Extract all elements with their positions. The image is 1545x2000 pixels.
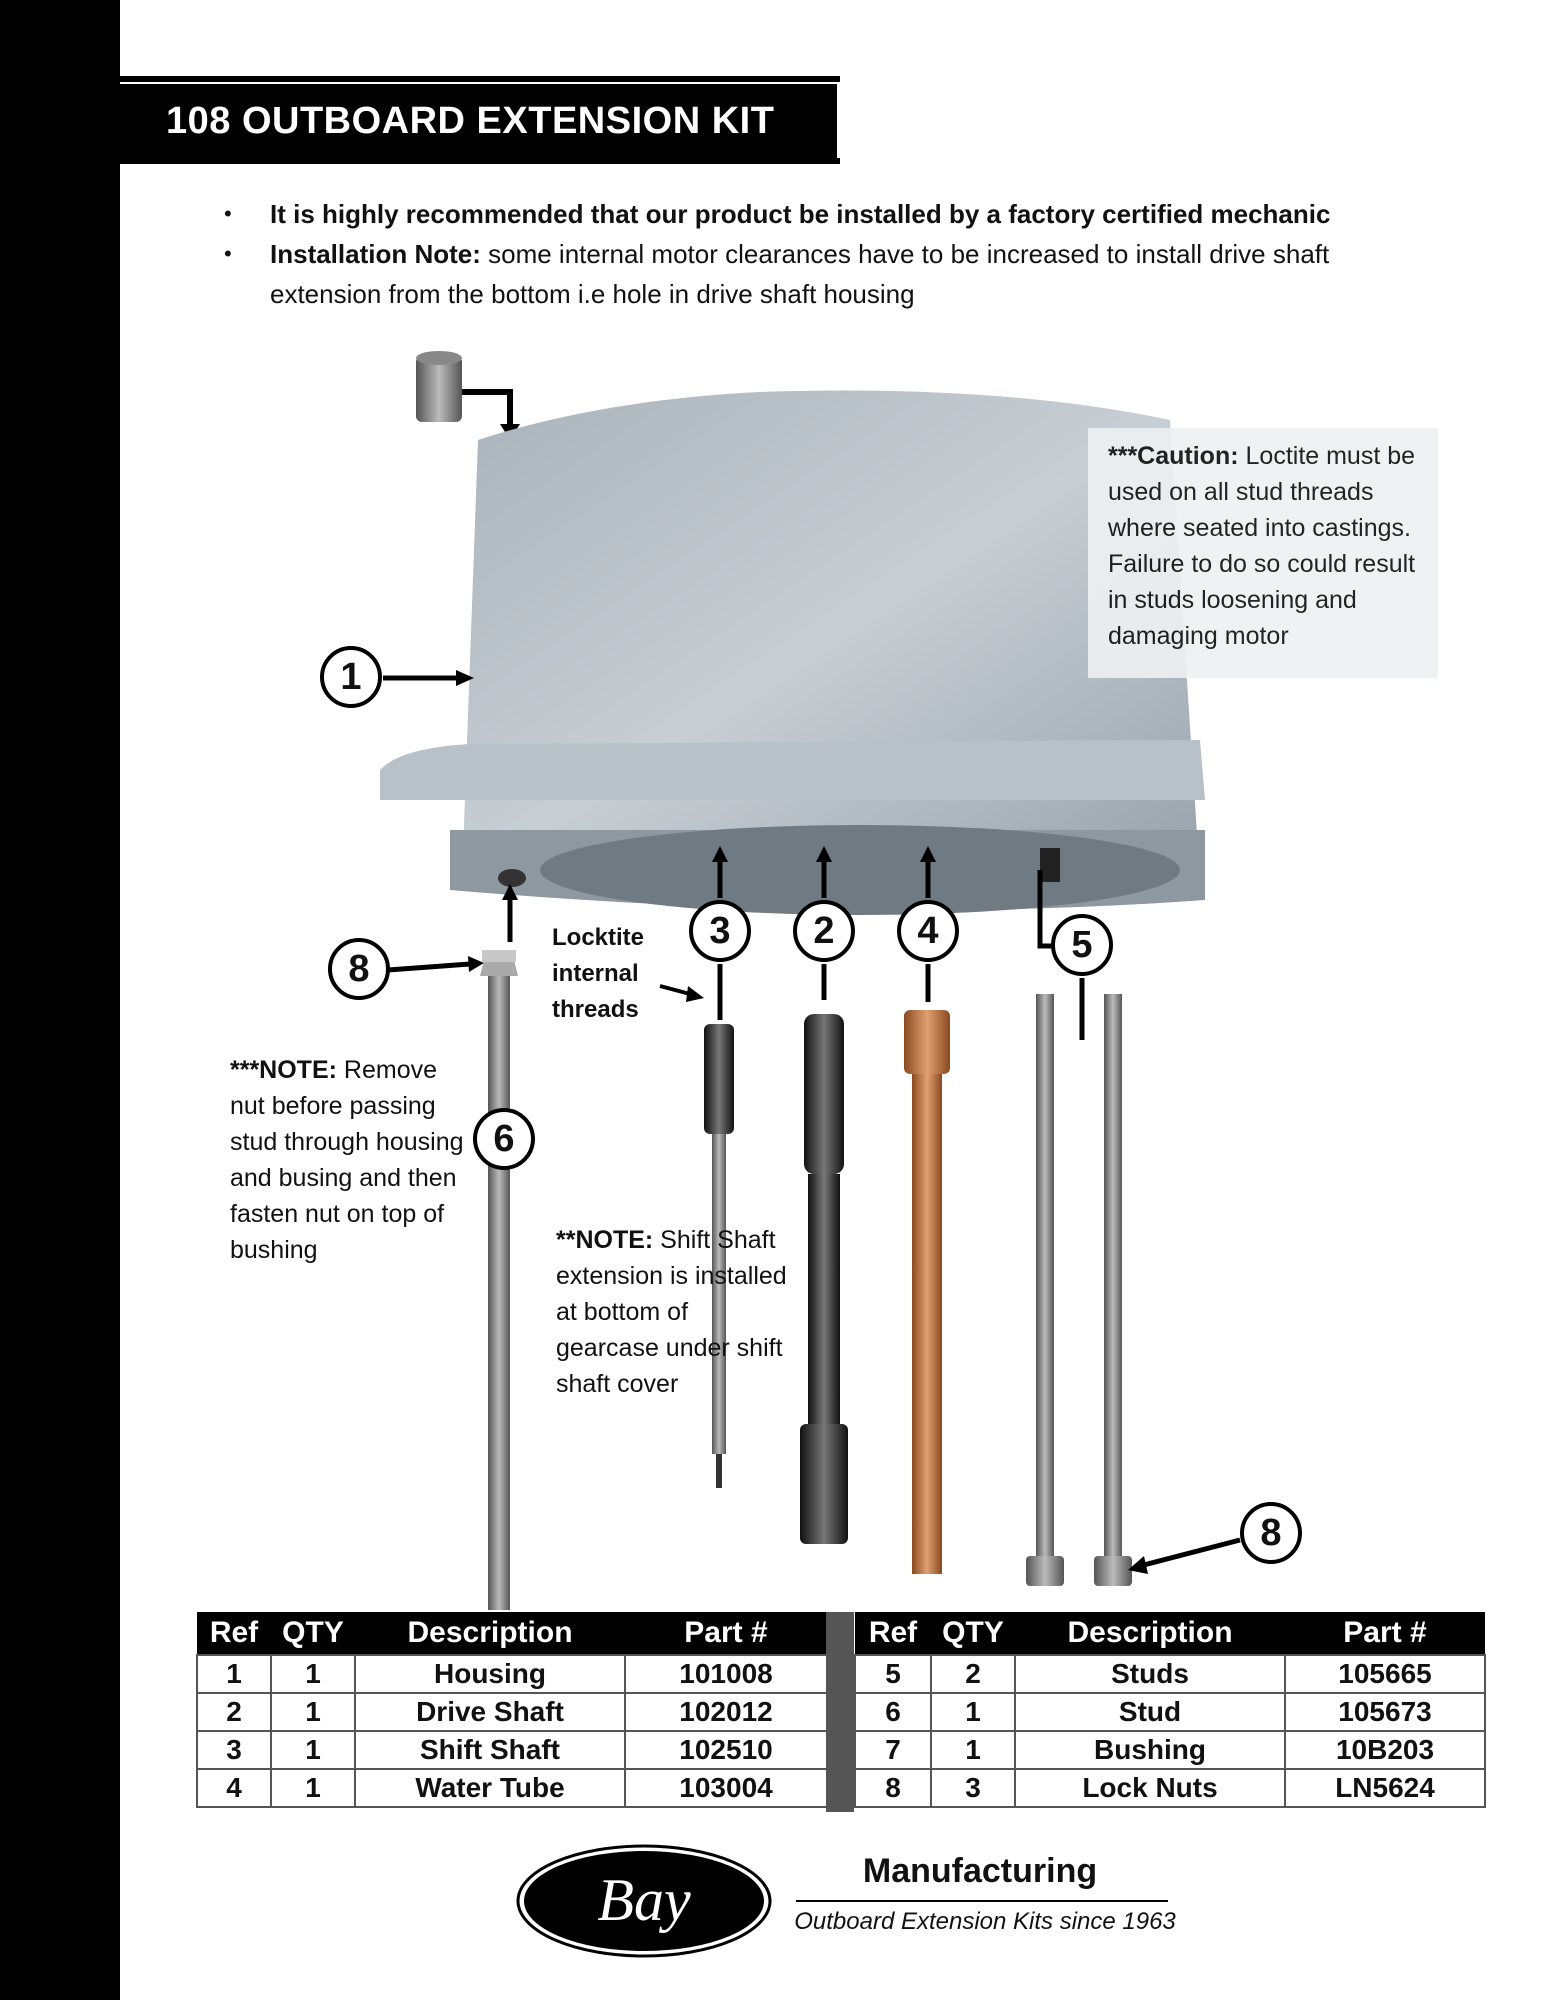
column-header: Ref bbox=[855, 1612, 931, 1655]
shift-shaft-note bbox=[556, 1222, 796, 1402]
bullet-icon: • bbox=[224, 241, 232, 266]
table-cell: Housing bbox=[355, 1655, 625, 1693]
table-cell: 1 bbox=[197, 1655, 271, 1693]
table-cell: 105673 bbox=[1285, 1693, 1485, 1731]
table-separator bbox=[826, 1612, 854, 1812]
drive-shaft-part bbox=[800, 1014, 848, 1544]
table-header-row bbox=[197, 1612, 827, 1655]
page-title: 108 OUTBOARD EXTENSION KIT bbox=[92, 84, 837, 158]
arrow-line bbox=[660, 986, 690, 994]
table-row bbox=[197, 1731, 827, 1769]
table-cell: 102012 bbox=[625, 1693, 827, 1731]
table-cell: 2 bbox=[931, 1655, 1015, 1693]
company-tagline: Outboard Extension Kits since 1963 bbox=[794, 1908, 1176, 1935]
callout-2: 2 bbox=[793, 900, 855, 962]
table-cell: 10B203 bbox=[1285, 1731, 1485, 1769]
callout-3: 3 bbox=[689, 900, 751, 962]
table-row bbox=[855, 1655, 1485, 1693]
table-cell: 103004 bbox=[625, 1769, 827, 1807]
table-cell: 4 bbox=[197, 1769, 271, 1807]
arrow-head bbox=[686, 986, 704, 1002]
table-cell: 7 bbox=[855, 1731, 931, 1769]
remove-nut-note bbox=[230, 1052, 470, 1268]
table-cell: Shift Shaft bbox=[355, 1731, 625, 1769]
bullet-bold: It is highly recommended that our product be installed by a factory certified mechanic bbox=[270, 199, 1331, 229]
table-cell: 101008 bbox=[625, 1655, 827, 1693]
table-row bbox=[855, 1693, 1485, 1731]
column-header: Part # bbox=[1285, 1612, 1485, 1655]
table-cell: Stud bbox=[1015, 1693, 1285, 1731]
callout-8: 8 bbox=[1240, 1502, 1302, 1564]
locktite-note: Locktite internal threads bbox=[552, 924, 645, 1023]
note-label: **NOTE: bbox=[556, 1226, 654, 1254]
water-tube-part bbox=[904, 1010, 950, 1574]
table-cell: 5 bbox=[855, 1655, 931, 1693]
table-row bbox=[197, 1693, 827, 1731]
table-cell: 1 bbox=[931, 1693, 1015, 1731]
callout-5: 5 bbox=[1051, 914, 1113, 976]
table-cell: Bushing bbox=[1015, 1731, 1285, 1769]
table-header-row bbox=[855, 1612, 1485, 1655]
callout-6: 6 bbox=[473, 1108, 535, 1170]
parts-table-right bbox=[854, 1612, 1486, 1808]
arrow-line bbox=[388, 964, 470, 970]
table-cell: 102510 bbox=[625, 1731, 827, 1769]
parts-table-left bbox=[196, 1612, 828, 1808]
studs-part bbox=[1026, 994, 1132, 1586]
bullet-text: some internal motor clearances have to be increased to install drive shaft extension from the bottom i.e hole in drive shaft housing bbox=[270, 239, 1330, 309]
table-cell: 1 bbox=[931, 1731, 1015, 1769]
bay-logo bbox=[514, 1842, 774, 1960]
table-cell: Studs bbox=[1015, 1655, 1285, 1693]
table-cell: 105665 bbox=[1285, 1655, 1485, 1693]
bullet-icon: • bbox=[224, 201, 232, 226]
column-header: Description bbox=[1015, 1612, 1285, 1655]
table-row bbox=[855, 1769, 1485, 1807]
logo-text: Bay bbox=[597, 1867, 691, 1933]
bullet-bold: Installation Note: bbox=[270, 239, 481, 269]
note-label: ***NOTE: bbox=[230, 1056, 337, 1084]
column-header: QTY bbox=[931, 1612, 1015, 1655]
callout-1: 1 bbox=[320, 646, 382, 708]
stud-part bbox=[480, 950, 518, 1610]
column-header: QTY bbox=[271, 1612, 355, 1655]
bushing-part bbox=[416, 351, 462, 422]
column-header: Ref bbox=[197, 1612, 271, 1655]
divider bbox=[796, 1900, 1168, 1902]
table-cell: 1 bbox=[271, 1731, 355, 1769]
table-cell: 1 bbox=[271, 1655, 355, 1693]
table-cell: 3 bbox=[197, 1731, 271, 1769]
table-cell: 8 bbox=[855, 1769, 931, 1807]
housing-part bbox=[380, 391, 1205, 915]
table-cell: 6 bbox=[855, 1693, 931, 1731]
table-cell: 1 bbox=[271, 1693, 355, 1731]
arrow-line bbox=[462, 392, 510, 428]
caution-note bbox=[1088, 428, 1438, 678]
arrow-line bbox=[1140, 1540, 1240, 1566]
column-header: Part # bbox=[625, 1612, 827, 1655]
table-row bbox=[197, 1655, 827, 1693]
note-text: Shift Shaft extension is installed at bottom of gearcase under shift shaft cover bbox=[556, 1226, 787, 1398]
note-text: Remove nut before passing stud through housing and busing and then fasten nut on top of bushing bbox=[230, 1056, 464, 1264]
table-cell: 3 bbox=[931, 1769, 1015, 1807]
table-cell: LN5624 bbox=[1285, 1769, 1485, 1807]
table-cell: 1 bbox=[271, 1769, 355, 1807]
company-name: Manufacturing bbox=[862, 1852, 1098, 1890]
callout-4: 4 bbox=[897, 900, 959, 962]
callout-8: 8 bbox=[328, 938, 390, 1000]
table-cell: Water Tube bbox=[355, 1769, 625, 1807]
caution-text: Loctite must be used on all stud threads where seated into castings. Failure to do so could result in studs loosening and damaging motor bbox=[1108, 442, 1416, 650]
table-cell: Lock Nuts bbox=[1015, 1769, 1285, 1807]
column-header: Description bbox=[355, 1612, 625, 1655]
caution-label: ***Caution: bbox=[1108, 442, 1239, 470]
table-cell: 2 bbox=[197, 1693, 271, 1731]
table-row bbox=[855, 1731, 1485, 1769]
table-cell: Drive Shaft bbox=[355, 1693, 625, 1731]
table-row bbox=[197, 1769, 827, 1807]
